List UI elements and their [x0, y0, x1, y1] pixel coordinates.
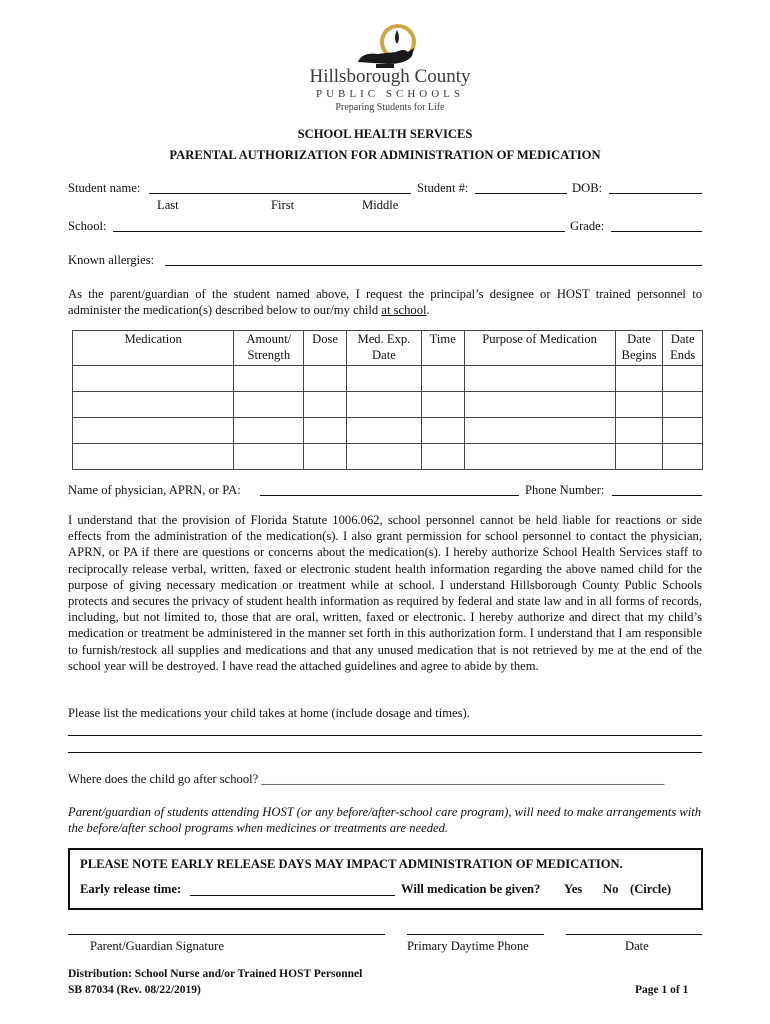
- table-cell[interactable]: [663, 418, 703, 444]
- table-cell[interactable]: [663, 366, 703, 392]
- header-amount: Amount/ Strength: [234, 331, 304, 366]
- header-time: Time: [421, 331, 464, 366]
- table-cell[interactable]: [73, 392, 234, 418]
- table-cell[interactable]: [346, 366, 421, 392]
- title-1: SCHOOL HEALTH SERVICES: [297, 127, 473, 141]
- after-school-label: [68, 772, 702, 787]
- date-signature-line[interactable]: [566, 934, 702, 935]
- table-cell[interactable]: [73, 444, 234, 470]
- after-school-field[interactable]: ________________________________________________________________: [261, 772, 665, 786]
- school-field[interactable]: [113, 231, 565, 232]
- phone-field[interactable]: [612, 495, 702, 496]
- after-school-text: Where does the child go after school?: [68, 772, 259, 786]
- early-release-label: Early release time:: [80, 882, 182, 896]
- early-release-box: [68, 848, 703, 910]
- header-exp-date: Med. Exp. Date: [346, 331, 421, 366]
- table-cell[interactable]: [304, 418, 347, 444]
- yes-option[interactable]: Yes: [564, 882, 583, 896]
- home-meds-label: Please list the medications your child takes at home (include dosage and times).: [68, 706, 470, 720]
- phone-signature-label: Primary Daytime Phone: [407, 939, 529, 953]
- home-meds-line-2[interactable]: [68, 752, 702, 753]
- student-name-field[interactable]: [149, 193, 411, 194]
- medication-table: [72, 330, 703, 470]
- table-cell[interactable]: [421, 392, 464, 418]
- middle-label: Middle: [362, 198, 399, 212]
- table-cell[interactable]: [304, 392, 347, 418]
- early-release-field[interactable]: [190, 895, 395, 896]
- header-purpose: Purpose of Medication: [464, 331, 615, 366]
- table-cell[interactable]: [234, 366, 304, 392]
- form-number: SB 87034 (Rev. 08/22/2019): [68, 984, 201, 996]
- logo: [300, 22, 480, 118]
- table-row: [73, 418, 703, 444]
- student-name-label: Student name:: [68, 181, 141, 195]
- title-2: PARENTAL AUTHORIZATION FOR ADMINISTRATION OF MEDICATION: [169, 148, 601, 162]
- table-cell[interactable]: [615, 366, 663, 392]
- intro-underline: at school: [381, 303, 427, 318]
- table-cell[interactable]: [663, 392, 703, 418]
- table-cell[interactable]: [615, 444, 663, 470]
- table-row: [73, 444, 703, 470]
- parent-signature-label: Parent/Guardian Signature: [90, 939, 224, 953]
- dob-label: DOB:: [572, 181, 603, 195]
- table-cell[interactable]: [234, 444, 304, 470]
- early-release-notice: PLEASE NOTE EARLY RELEASE DAYS MAY IMPACT ADMINISTRATION OF MEDICATION.: [80, 857, 623, 871]
- table-cell[interactable]: [346, 418, 421, 444]
- intro-text: As the parent/guardian of the student named above, I request the principal’s designee or HOST trained personnel to administer the medication(s) described below to our/my child: [68, 287, 702, 318]
- last-label: Last: [157, 198, 179, 212]
- host-note: Parent/guardian of students attending HOST (or any before/after-school care program), will need to make arrangements with the before/after school programs when medicines or treatments are needed.: [68, 805, 702, 836]
- table-cell[interactable]: [464, 418, 615, 444]
- table-cell[interactable]: [615, 392, 663, 418]
- table-row: [73, 366, 703, 392]
- grade-field[interactable]: [611, 231, 702, 232]
- allergies-label: Known allergies:: [68, 253, 155, 267]
- intro-end: .: [426, 303, 430, 318]
- physician-label: Name of physician, APRN, or PA:: [68, 483, 241, 497]
- authorization-paragraph: I understand that the provision of Florida Statute 1006.062, school personnel cannot be held liable for reactions or side effects from the administration of the medication(s). I also grant permission for school personnel to contact the physician, APRN, or PA if there are questions or concerns about the medication(s). I hereby authorize School Health Services staff to reciprocally release verbal, written, faxed or electronic student health information regarding the above named child for the purpose of giving necessary medication or treatment while at school. I understand Hillsborough County Public Schools protects and secures the privacy of student health information as required by federal and state law and in all forms of records, including, but not limited to, those that are oral, written, faxed or electronic. I hereby authorize and direct that my child’s medication or treatment be administered in the manner set forth in this authorization form. I understand that I am responsible to furnish/restock all supplies and medications and that any unused medication that is not retrieved by me at the end of the school year will be destroyed. I have read the attached guidelines and agree to abide by them.: [68, 513, 702, 673]
- table-cell[interactable]: [464, 366, 615, 392]
- header-date-begins: Date Begins: [615, 331, 663, 366]
- table-cell[interactable]: [346, 444, 421, 470]
- table-header-row: [73, 331, 703, 366]
- table-cell[interactable]: [304, 366, 347, 392]
- allergies-field[interactable]: [165, 265, 702, 266]
- physician-field[interactable]: [260, 495, 519, 496]
- no-option[interactable]: No: [603, 882, 619, 896]
- logo-name: Hillsborough County: [309, 66, 471, 87]
- table-cell[interactable]: [421, 444, 464, 470]
- phone-label: Phone Number:: [525, 483, 605, 497]
- student-no-label: Student #:: [417, 181, 469, 195]
- table-cell[interactable]: [73, 418, 234, 444]
- date-signature-label: Date: [625, 939, 649, 953]
- dob-field[interactable]: [609, 193, 702, 194]
- page-number: Page 1 of 1: [635, 984, 689, 996]
- first-label: First: [271, 198, 295, 212]
- phone-signature-line[interactable]: [407, 934, 544, 935]
- circle-instruction: (Circle): [630, 882, 672, 896]
- school-label: School:: [68, 219, 107, 233]
- table-cell[interactable]: [421, 418, 464, 444]
- student-no-field[interactable]: [475, 193, 567, 194]
- logo-sub: PUBLIC SCHOOLS: [316, 88, 464, 100]
- header-medication: Medication: [73, 331, 234, 366]
- header-dose: Dose: [304, 331, 347, 366]
- table-cell[interactable]: [464, 444, 615, 470]
- medication-given-label: Will medication be given?: [401, 882, 541, 896]
- table-cell[interactable]: [346, 392, 421, 418]
- grade-label: Grade:: [570, 219, 605, 233]
- table-cell[interactable]: [663, 444, 703, 470]
- table-cell[interactable]: [615, 418, 663, 444]
- home-meds-line-1[interactable]: [68, 735, 702, 736]
- intro-paragraph: [68, 286, 702, 318]
- logo-tagline: Preparing Students for Life: [335, 102, 445, 113]
- table-cell[interactable]: [464, 392, 615, 418]
- table-cell[interactable]: [73, 366, 234, 392]
- table-row: [73, 392, 703, 418]
- header-date-ends: Date Ends: [663, 331, 703, 366]
- table-cell[interactable]: [421, 366, 464, 392]
- distribution-text: Distribution: School Nurse and/or Trained HOST Personnel: [68, 968, 363, 980]
- table-cell[interactable]: [304, 444, 347, 470]
- table-cell[interactable]: [234, 418, 304, 444]
- table-cell[interactable]: [234, 392, 304, 418]
- parent-signature-line[interactable]: [68, 934, 385, 935]
